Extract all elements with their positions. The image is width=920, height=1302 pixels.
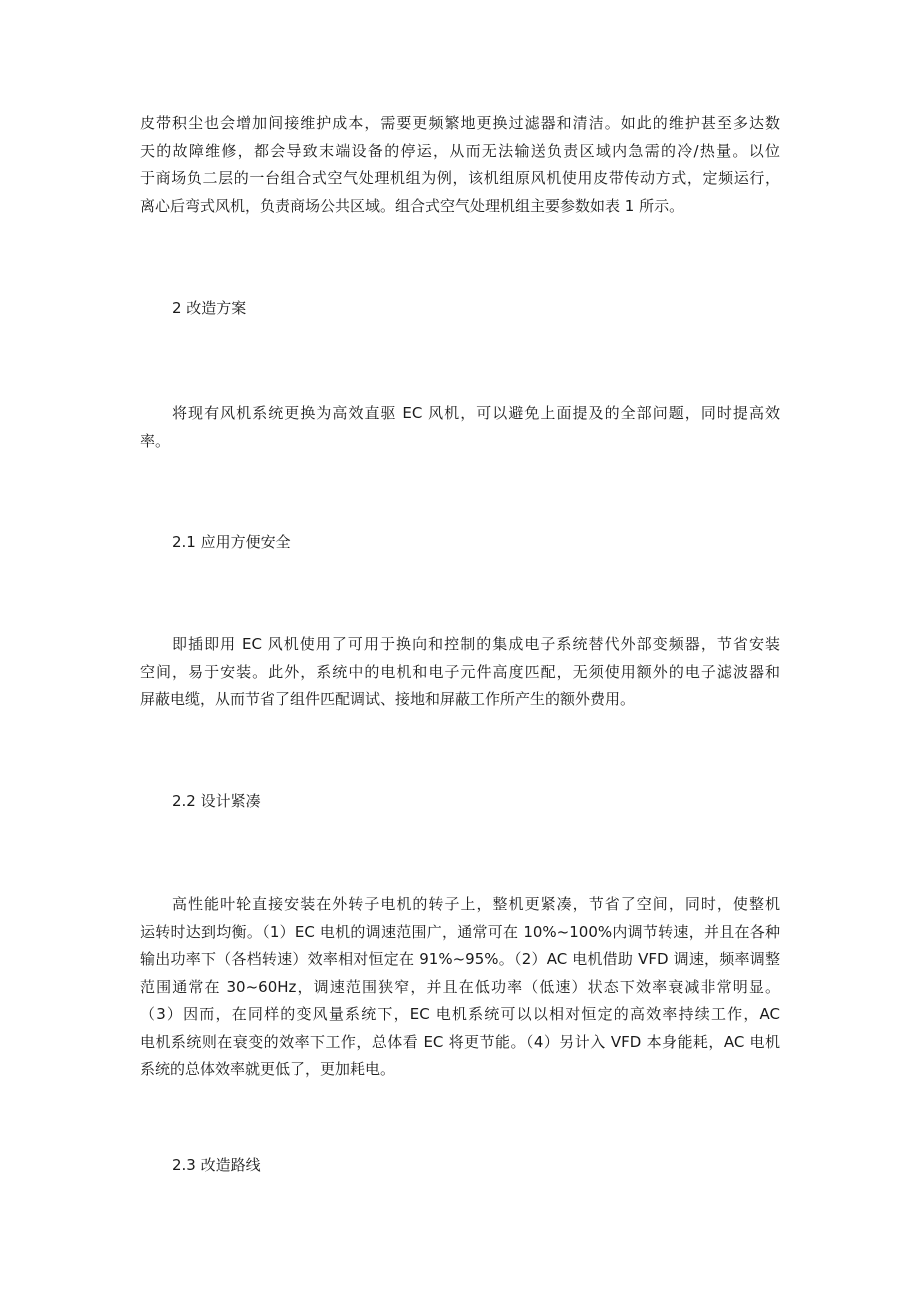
text-line: 将现有风机系统更换为高效直驱 EC 风机，可以避免上面提及的全部问题，同时提高效 [172,404,780,422]
paragraph-intro [140,110,780,220]
text-line: 系统的总体效率就更低了，更加耗电。 [140,1060,396,1078]
text-line: 皮带积尘也会增加间接维护成本，需要更频繁地更换过滤器和清洁。如此的维护甚至多达数 [140,114,780,132]
text-line: 空间，易于安装。此外，系统中的电机和电子元件高度匹配，无须使用额外的电子滤波器和 [140,662,780,681]
text-line: 率。 [140,431,171,450]
text-line: （3）因而，在同样的变风量系统下，EC 电机系统可以以相对恒定的高效率持续工作，AC [140,1005,780,1023]
text-line: 屏蔽电缆，从而节省了组件匹配调试、接地和屏蔽工作所产生的额外费用。 [140,690,636,708]
heading-section-2-3: 2.3 改造路线 [172,1156,261,1174]
text-line: 离心后弯式风机，负责商场公共区域。组合式空气处理机组主要参数如表 1 所示。 [140,196,685,215]
heading-section-2-1: 2.1 应用方便安全 [172,533,291,551]
paragraph-scheme [140,400,780,455]
text-line: 于商场负二层的一台组合式空气处理机组为例，该机组原风机使用皮带传动方式，定频运行， [140,169,780,187]
paragraph-compact [140,891,780,1084]
text-line: 电机系统则在衰变的效率下工作，总体看 EC 将更节能。（4）另计入 VFD 本身能耗，AC 电机 [140,1032,780,1051]
heading-section-2: 2 改造方案 [172,299,247,317]
text-line: 高性能叶轮直接安装在外转子电机的转子上，整机更紧凑，节省了空间，同时，使整机 [172,895,780,913]
paragraph-safety [140,631,780,714]
heading-section-2-2: 2.2 设计紧凑 [172,792,261,810]
text-line: 天的故障维修，都会导致末端设备的停运，从而无法输送负责区域内急需的冷/热量。以位 [140,141,780,160]
text-line: 范围通常在 30~60Hz，调速范围狭窄，并且在低功率（低速）状态下效率衰减非常明显。 [140,977,780,996]
text-line: 运转时达到均衡。（1）EC 电机的调速范围广，通常可在 10%~100%内调节转速，并且在各种 [140,922,780,941]
text-line: 即插即用 EC 风机使用了可用于换向和控制的集成电子系统替代外部变频器，节省安装 [172,635,780,653]
text-line: 输出功率下（各档转速）效率相对恒定在 91%~95%。（2）AC 电机借助 VFD 调速，频率调整 [140,950,780,968]
